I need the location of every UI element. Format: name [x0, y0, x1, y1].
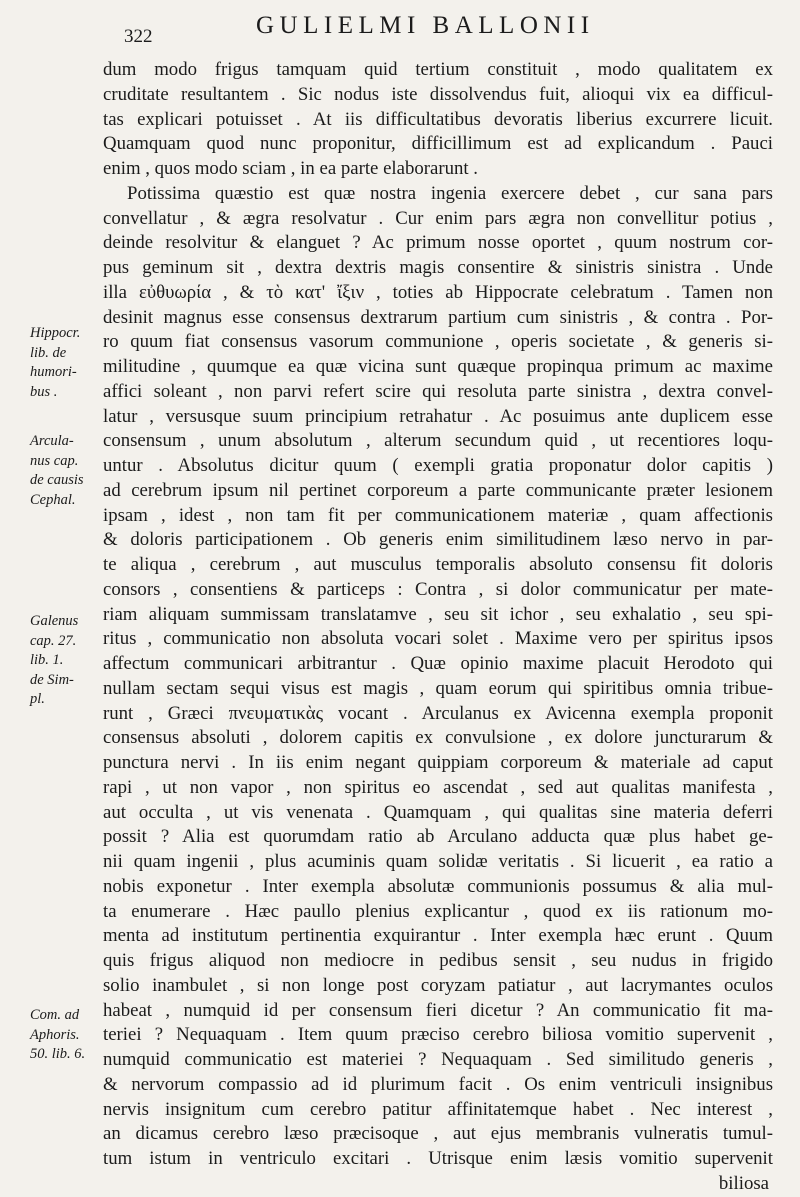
margin-note-line: lib. 1. — [30, 652, 64, 668]
catchword: biliosa — [718, 1172, 769, 1194]
margin-note-hippocrates — [30, 324, 102, 402]
text-line: solio inambulet , si non longe post coryzam patiatur , aut lacrymantes oculos — [103, 974, 773, 996]
text-line: ritus , communicatio non absoluta vocari solet . Maxime vero per spiritus ipsos — [103, 628, 773, 650]
page-number: 322 — [124, 26, 153, 47]
text-line: latur , versusque suum principium retrahatur . Ac posuimus ante duplicem esse — [103, 405, 773, 427]
text-line: quis frigus aliquod non mediocre in pedibus sensit , seu nudus in frigido — [103, 950, 773, 971]
text-line: ipsam , idest , non tam fit per communicationem materiæ , quam affectionis — [103, 504, 773, 526]
margin-note-line: Hippocr. — [30, 325, 81, 341]
margin-note-line: nus cap. — [30, 452, 79, 469]
text-line: nii quam ingenii , plus acuminis quam solidæ veritatis . Si licuerit , ea ratio a — [103, 851, 773, 872]
text-line: consensus absoluti , dolorem capitis ex convulsione , ex dolore juncturarum & — [103, 727, 773, 749]
text-line: riam aliquam summissam translatamve , seu sit ichor , seu exhalatio , seu spi- — [103, 603, 773, 625]
text-line: ad cerebrum ipsum nil pertinet corporeum a parte communicante præter lesionem — [103, 479, 773, 501]
text-line: enim , quos modo sciam , in ea parte elaborarunt . — [103, 158, 478, 179]
margin-note-line: lib. de — [30, 344, 67, 361]
text-line: & doloris participationem . Ob generis enim similitudinem læso nervo in par- — [103, 529, 773, 551]
margin-note-line: Cephal. — [30, 491, 76, 508]
text-line: militudine , quumque ea quæ vicina sunt quæque propinqua primum ac maxime — [103, 356, 773, 377]
margin-note-line: Com. ad — [30, 1007, 80, 1023]
margin-note-line: pl. — [30, 691, 45, 707]
text-line: teriei ? Nequaquam . Item quum præciso cerebro biliosa vomitio supervenit , — [103, 1024, 773, 1046]
text-line: aut occulta , ut vis venenata . Quamquam , qui qualitas sine materia deferri — [103, 801, 773, 823]
text-line: consors , consentiens & particeps : Contra , si dolor communicatur per mate- — [103, 578, 773, 600]
text-line: rapi , ut non vapor , non spiritus eo ascendat , sed aut qualitas manifesta , — [103, 776, 773, 798]
text-line: & nervorum compassio ad id plurimum facit . Os enim ventriculi insignibus — [103, 1073, 773, 1095]
text-line: possit ? Alia est quorumdam ratio ab Arculano adducta quæ plus habet ge- — [103, 826, 773, 848]
margin-note-line: Arcula- — [30, 433, 74, 449]
text-line: illa εὐθυωρία , & τὸ κατ' ἴξιν , toties ab Hippocrate celebratum . Tamen non — [103, 281, 773, 303]
margin-note-arculanus — [30, 432, 102, 510]
text-line: Quamquam quod nunc proponitur, difficillimum est ad explicandum . Pauci — [103, 133, 773, 155]
text-line: deinde resolvitur & elanguet ? Ac primum nosse oportet , quum nostrum cor- — [103, 232, 773, 254]
text-line: nullam sectam sequi visus est magis , quam eorum qui spiritibus omnia tribue- — [103, 677, 773, 699]
text-line: menta ad institutum pertinentia exquirantur . Inter exempla hæc erunt . Quum — [103, 925, 773, 947]
text-line: tas explicari potuisset . At iis difficultatibus devoratis liberius excurrere licuit. — [103, 108, 773, 130]
text-line: numquid communicatio est materiei ? Nequaquam . Sed similitudo generis , — [103, 1049, 773, 1070]
text-line: tum istum in ventriculo excitari . Utrisque enim læsis vomitio supervenit — [103, 1148, 773, 1169]
margin-note-line: cap. 27. — [30, 632, 77, 649]
text-line: dum modo frigus tamquam quid tertium constituit , modo qualitatem ex — [103, 59, 773, 80]
running-head: GULIELMI BALLONII — [256, 12, 595, 39]
margin-note-galenus — [30, 612, 102, 710]
text-line: affectum communicari arbitrantur . Quæ opinio maxime placuit Herodoto qui — [103, 653, 773, 674]
text-line: pus geminum sit , dextra dextris magis consentire & sinistris sinistra . Unde — [103, 257, 773, 278]
margin-note-commentary — [30, 1006, 102, 1065]
text-line: consensum , unum absolutum , alterum secundum quid , ut recentiores loqu- — [103, 430, 773, 452]
text-line: habeat , numquid id per consensum fieri dicetur ? An communicatio fit ma- — [103, 999, 773, 1021]
text-line: nobis exponetur . Inter exempla absolutæ communionis possumus & alia mul- — [103, 875, 773, 897]
body-text — [103, 58, 773, 1197]
text-line: Potissima quæstio est quæ nostra ingenia exercere debet , cur sana pars — [127, 182, 773, 204]
margin-note-line: bus . — [30, 383, 58, 400]
text-line: untur . Absolutus dicitur quum ( exempli gratia proponatur dolor capitis ) — [103, 455, 773, 476]
margin-note-line: 50. lib. 6. — [30, 1046, 86, 1062]
margin-note-line: de causis — [30, 472, 84, 488]
margin-note-line: Aphoris. — [30, 1026, 80, 1043]
text-line: affici soleant , non parvi refert scire qui resoluta parte sinistra , dextra convel- — [103, 380, 773, 402]
text-line: ro quum fiat consensus vasorum communione , operis societate , & generis si- — [103, 331, 773, 353]
text-line: desinit magnus esse consensus dextrarum partium cum sinistris , & contra . Por- — [103, 306, 773, 328]
text-line: te aliqua , cerebrum , aut musculus temporalis absoluto consensu fit doloris — [103, 554, 773, 575]
text-line: cruditate resultantem . Sic nodus iste dissolvendus fuit, alioqui vix ea difficul- — [103, 83, 773, 105]
text-line: runt , Græci πνευματικὰς vocant . Arculanus ex Avicenna exempla proponit — [103, 702, 773, 724]
text-line: an dicamus cerebro læso præcisoque , aut ejus membranis vulneratis tumul- — [103, 1123, 773, 1145]
page-header — [0, 6, 800, 47]
margin-note-line: humori- — [30, 364, 77, 380]
margin-note-line: Galenus — [30, 613, 79, 629]
text-line: punctura nervi . In iis enim negant quippiam corporeum & materiale ad caput — [103, 752, 773, 773]
text-line: ta enumerare . Hæc paullo plenius explicantur , quod ex iis rationum mo- — [103, 900, 773, 922]
text-line: convellatur , & ægra resolvatur . Cur enim pars ægra non convellitur potius , — [103, 207, 773, 229]
text-line: nervis insignitum cum cerebro patitur affinitatemque habet . Nec interest , — [103, 1098, 773, 1120]
margin-note-line: de Sim- — [30, 671, 74, 688]
